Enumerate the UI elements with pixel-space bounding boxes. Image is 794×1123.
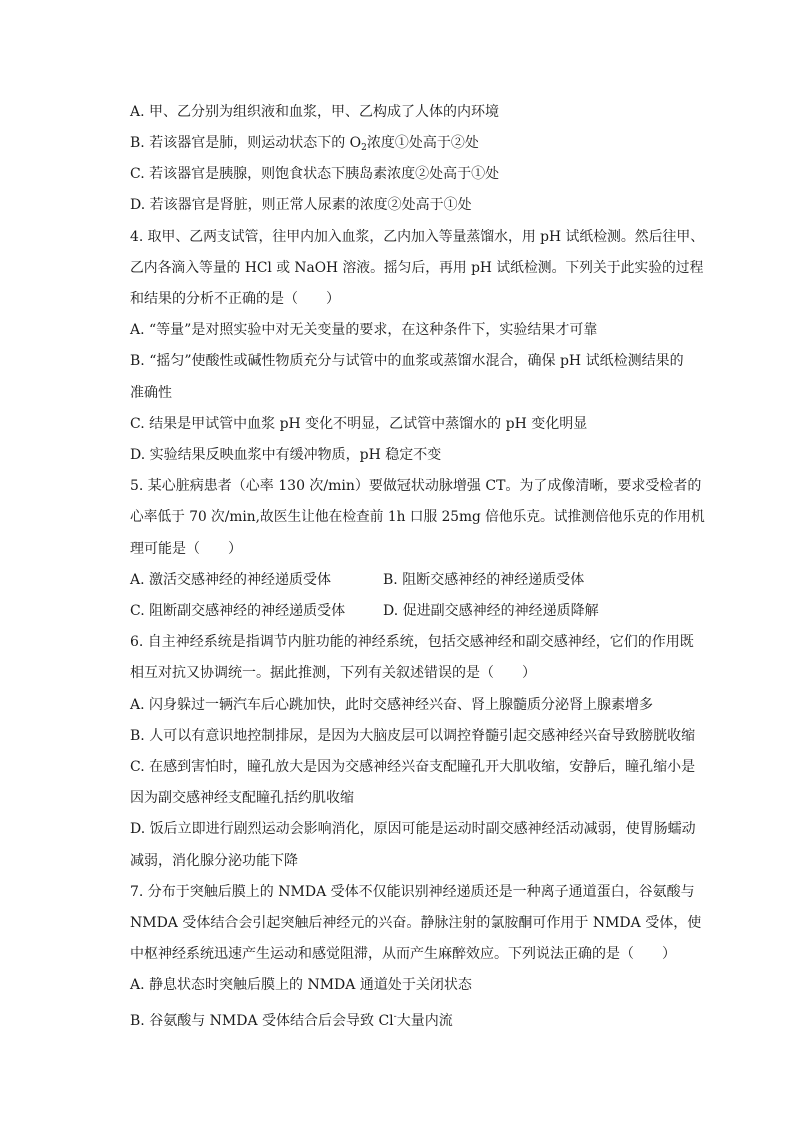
q3-option-a: A. 甲、乙分别为组织液和血浆，甲、乙构成了人体的内环境 [130,104,500,120]
q6-stem-line-1: 6. 自主神经系统是指调节内脏功能的神经系统，包括交感神经和副交感神经，它们的作用既 [130,634,694,650]
q7-stem-line-1: 7. 分布于突触后膜上的 NMDA 受体不仅能识别神经递质还是一种离子通道蛋白，谷氨酸与 [130,884,695,900]
q6-option-c-line-2: 因为副交感神经支配瞳孔括约肌收缩 [130,790,354,806]
q4-option-a: A. “等量”是对照实验中对无关变量的要求，在这种条件下，实验结果才可靠 [130,322,598,338]
q5-option-b: B. 阻断交感神经的神经递质受体 [383,572,585,588]
q5-option-c: C. 阻断副交感神经的神经递质受体 [130,603,346,619]
q7-stem-line-3: 中枢神经系统迅速产生运动和感觉阻滞，从而产生麻醉效应。下列说法正确的是（ ） [130,946,676,962]
q6-stem-line-2: 相互对抗又协调统一。据此推测，下列有关叙述错误的是（ ） [130,665,536,681]
q6-option-c-line-1: C. 在感到害怕时，瞳孔放大是因为交感神经兴奋支配瞳孔开大肌收缩，安静后，瞳孔缩小是 [130,759,696,775]
q4-option-d: D. 实验结果反映血浆中有缓冲物质，pH 稳定不变 [130,447,442,463]
q3-option-b [130,133,479,158]
q5-stem-line-3: 理可能是（ ） [130,541,242,557]
q7-option-b-text-end: 大量内流 [396,1013,453,1029]
q3-option-d: D. 若该器官是肾脏，则正常人尿素的浓度②处高于①处 [130,197,472,213]
q6-option-d-line-2: 减弱，消化腺分泌功能下降 [130,853,298,869]
q4-option-b-line-1: B. “摇匀”使酸性或碱性物质充分与试管中的血浆或蒸馏水混合，确保 pH 试纸检测结果的 [130,353,684,369]
q7-option-b [130,1007,453,1031]
q4-stem-line-2: 乙内各滴入等量的 HCl 或 NaOH 溶液。摇匀后，再用 pH 试纸检测。下列关于此实验的过程 [130,260,704,276]
q5-option-d: D. 促进副交感神经的神经递质降解 [383,603,599,619]
q6-option-a: A. 闪身躲过一辆汽车后心跳加快，此时交感神经兴奋、肾上腺髓质分泌肾上腺素增多 [130,697,654,713]
q3-option-b-text: B. 若该器官是肺，则运动状态下的 O [130,135,362,151]
q6-option-b: B. 人可以有意识地控制排尿，是因为大脑皮层可以调控脊髓引起交感神经兴奋导致膀胱收缩 [130,728,696,744]
q3-option-b-subscript: 2 [361,143,367,153]
q5-stem-line-2: 心率低于 70 次/min,故医生让他在检查前 1h 口服 25mg 倍他乐克。试推测倍他乐克的作用机 [130,509,705,525]
q7-option-a: A. 静息状态时突触后膜上的 NMDA 通道处于关闭状态 [130,977,472,993]
q4-option-b-line-2: 准确性 [130,385,172,401]
q7-option-b-text: B. 谷氨酸与 NMDA 受体结合后会导致 Cl [130,1013,394,1029]
q5-stem-line-1: 5. 某心脏病患者（心率 130 次/min）要做冠状动脉增强 CT。为了成像清晰，要求受检者的 [130,478,702,494]
q6-option-d-line-1: D. 饭后立即进行剧烈运动会影响消化，原因可能是运动时副交感神经活动减弱，使胃肠蠕动 [130,821,696,837]
q7-stem-line-2: NMDA 受体结合会引起突触后神经元的兴奋。静脉注射的氯胺酮可作用于 NMDA 受体，使 [130,915,702,931]
q4-stem-line-1: 4. 取甲、乙两支试管，往甲内加入血浆，乙内加入等量蒸馏水，用 pH 试纸检测。然后往甲、 [130,229,705,245]
q4-stem-line-3: 和结果的分析不正确的是（ ） [130,291,340,307]
q4-option-c: C. 结果是甲试管中血浆 pH 变化不明显，乙试管中蒸馏水的 pH 变化明显 [130,416,588,432]
q7-option-b-superscript: - [393,1012,397,1022]
q3-option-c: C. 若该器官是胰腺，则饱食状态下胰岛素浓度②处高于①处 [130,166,500,182]
q3-option-b-text-end: 浓度①处高于②处 [366,135,479,151]
q5-option-a: A. 激活交感神经的神经递质受体 [130,572,332,588]
